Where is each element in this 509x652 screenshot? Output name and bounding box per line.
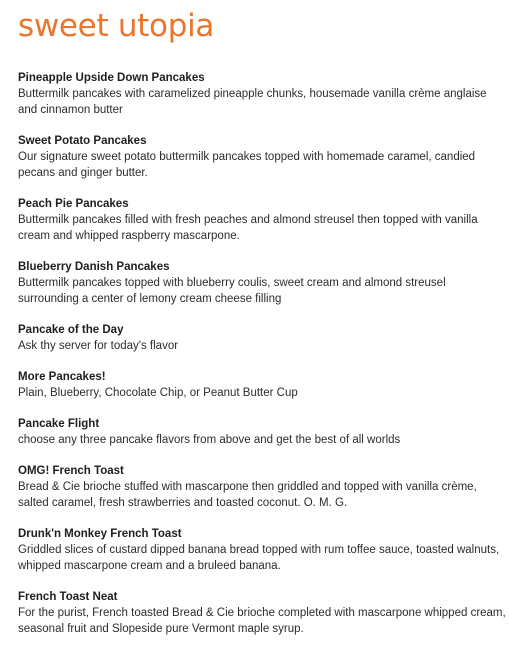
menu-item-description: Plain, Blueberry, Chocolate Chip, or Peanut Butter Cup: [18, 387, 298, 399]
menu-item-name: Pancake of the Day: [18, 324, 124, 336]
menu-item: [18, 259, 506, 307]
menu-item: [18, 70, 506, 118]
menu-item-name: OMG! French Toast: [18, 465, 124, 477]
menu-item: [18, 463, 506, 511]
menu-item: [18, 526, 506, 574]
menu-item-name: Blueberry Danish Pancakes: [18, 261, 170, 273]
menu-item-name: Peach Pie Pancakes: [18, 198, 129, 210]
menu-item: [18, 322, 506, 354]
menu-item-description: Bread & Cie brioche stuffed with mascarpone then griddled and topped with vanilla crème, salted caramel, fresh strawberries and toasted coconut. O. M. G.: [18, 481, 477, 509]
menu-item: [18, 589, 506, 637]
menu-title: sweet utopia: [18, 8, 215, 44]
menu-item-name: Pancake Flight: [18, 418, 100, 430]
menu-item: [18, 416, 506, 448]
menu-item: [18, 196, 506, 244]
menu-items-list: [18, 70, 506, 652]
menu-item-description: For the purist, French toasted Bread & Cie brioche completed with mascarpone whipped cream, seasonal fruit and Slopeside pure Vermont maple syrup.: [18, 607, 506, 635]
menu-item-name: Sweet Potato Pancakes: [18, 135, 147, 147]
menu-item: [18, 133, 506, 181]
menu-item-name: Drunk'n Monkey French Toast: [18, 528, 182, 540]
menu-item-description: Buttermilk pancakes with caramelized pineapple chunks, housemade vanilla crème anglaise and cinnamon butter: [18, 88, 487, 116]
menu-item: [18, 369, 506, 401]
menu-item-description: Ask thy server for today's flavor: [18, 340, 179, 352]
menu-item-description: Griddled slices of custard dipped banana bread topped with rum toffee sauce, toasted walnuts, whipped mascarpone cream and a bruleed banana.: [18, 544, 500, 572]
menu-item-name: French Toast Neat: [18, 591, 118, 603]
menu-item-name: Pineapple Upside Down Pancakes: [18, 72, 205, 84]
menu-item-description: Buttermilk pancakes filled with fresh peaches and almond streusel then topped with vanilla cream and whipped raspberry mascarpone.: [18, 214, 478, 242]
menu-item-description: choose any three pancake flavors from above and get the best of all worlds: [18, 434, 401, 446]
menu-item-description: Our signature sweet potato buttermilk pancakes topped with homemade caramel, candied pecans and ginger butter.: [18, 151, 476, 179]
menu-item-description: Buttermilk pancakes topped with blueberry coulis, sweet cream and almond streusel surrounding a center of lemony cream cheese filling: [18, 277, 446, 305]
menu-item-name: More Pancakes!: [18, 371, 106, 383]
